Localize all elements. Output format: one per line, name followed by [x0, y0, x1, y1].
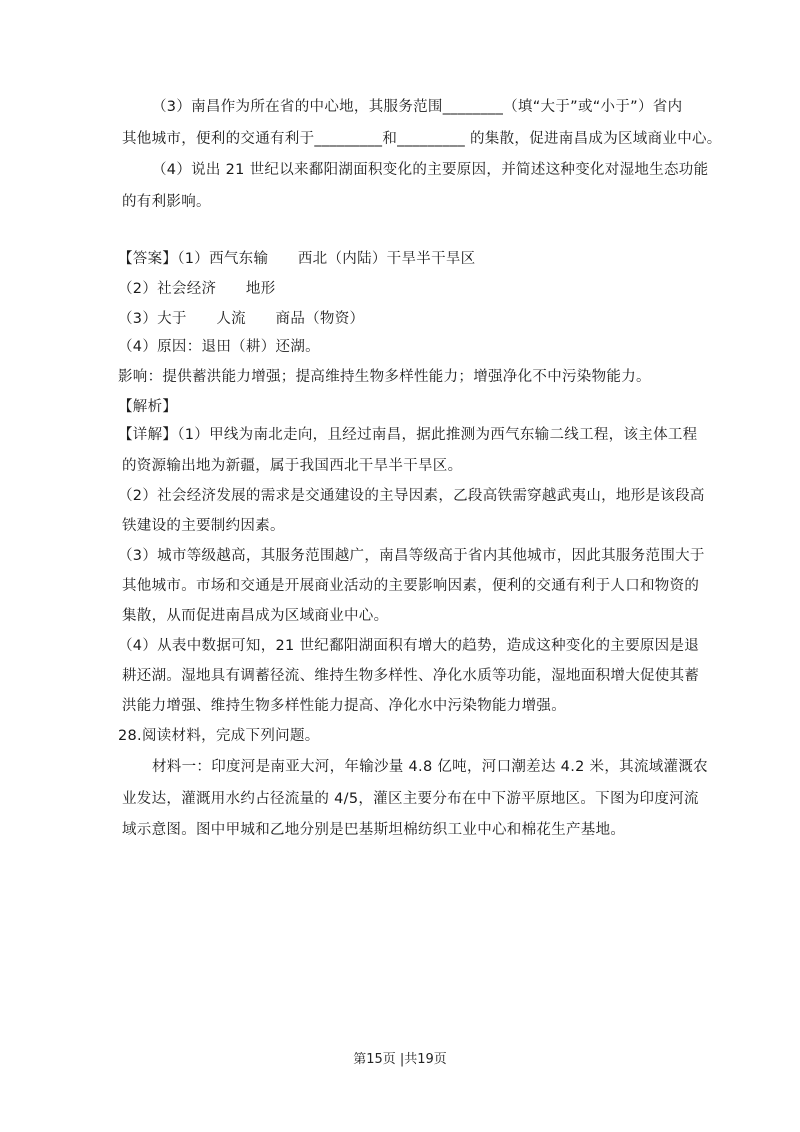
material-line-1: 材料一：印度河是南亚大河，年输沙量 4.8 亿吨，河口潮差达 4.2 米，其流域灌溉农 — [152, 759, 708, 775]
q4-line-1: （4）说出 21 世纪以来鄱阳湖面积变化的主要原因，并简述这种变化对湿地生态功能 — [152, 162, 709, 178]
analysis-heading: 【解析】 — [118, 399, 178, 415]
question-28-title: 28.阅读材料，完成下列问题。 — [118, 728, 320, 744]
analysis-line-8: （4）从表中数据可知，21 世纪鄱阳湖面积有增大的趋势，造成这种变化的主要原因是退 — [118, 638, 700, 654]
q4-line-2: 的有利影响。 — [122, 194, 211, 210]
analysis-line-6: 其他城市。市场和交通是开展商业活动的主要影响因素，便利的交通有利于人口和物资的 — [122, 578, 700, 594]
q3-line-2: 其他城市，便利的交通有利于_________和_________ 的集散，促进南昌成为区域商业中心。 — [122, 131, 722, 147]
analysis-line-5: （3）城市等级越高，其服务范围越广，南昌等级高于省内其他城市，因此其服务范围大于 — [118, 548, 705, 564]
material-line-3: 域示意图。图中甲城和乙地分别是巴基斯坦棉纺织工业中心和棉花生产基地。 — [122, 822, 626, 838]
analysis-line-1: 【详解】（1）甲线为南北走向，且经过南昌，据此推测为西气东输二线工程，该主体工程 — [118, 427, 698, 443]
q3-line-1: （3）南昌作为所在省的中心地，其服务范围________（填“大于”或“小于”）省内 — [152, 99, 683, 115]
answer-line-5: 影响：提供蓄洪能力增强；提高维持生物多样性能力；增强净化不中污染物能力。 — [118, 369, 651, 385]
analysis-line-4: 铁建设的主要制约因素。 — [122, 518, 285, 534]
analysis-line-10: 洪能力增强、维持生物多样性能力提高、净化水中污染物能力增强。 — [122, 698, 566, 714]
analysis-line-2: 的资源输出地为新疆，属于我国西北干旱半干旱区。 — [122, 458, 463, 474]
material-line-2: 业发达，灌溉用水约占径流量的 4/5，灌区主要分布在中下游平原地区。下图为印度河流 — [122, 791, 699, 807]
analysis-line-9: 耕还湖。湿地具有调蓄径流、维持生物多样性、净化水质等功能，湿地面积增大促使其蓄 — [122, 668, 700, 684]
analysis-line-3: （2）社会经济发展的需求是交通建设的主导因素，乙段高铁需穿越武夷山，地形是该段高 — [118, 488, 705, 504]
answer-line-3: （3）大于 人流 商品（物资） — [118, 311, 365, 327]
answer-line-2: （2）社会经济 地形 — [118, 281, 276, 297]
answer-line-4: （4）原因：退田（耕）还湖。 — [118, 339, 320, 355]
answer-line-1: 【答案】（1）西气东输 西北（内陆）干旱半干旱区 — [118, 251, 476, 267]
analysis-line-7: 集散，从而促进南昌成为区域商业中心。 — [122, 608, 389, 624]
page-footer: 第15页 |共19页 — [353, 1052, 447, 1067]
